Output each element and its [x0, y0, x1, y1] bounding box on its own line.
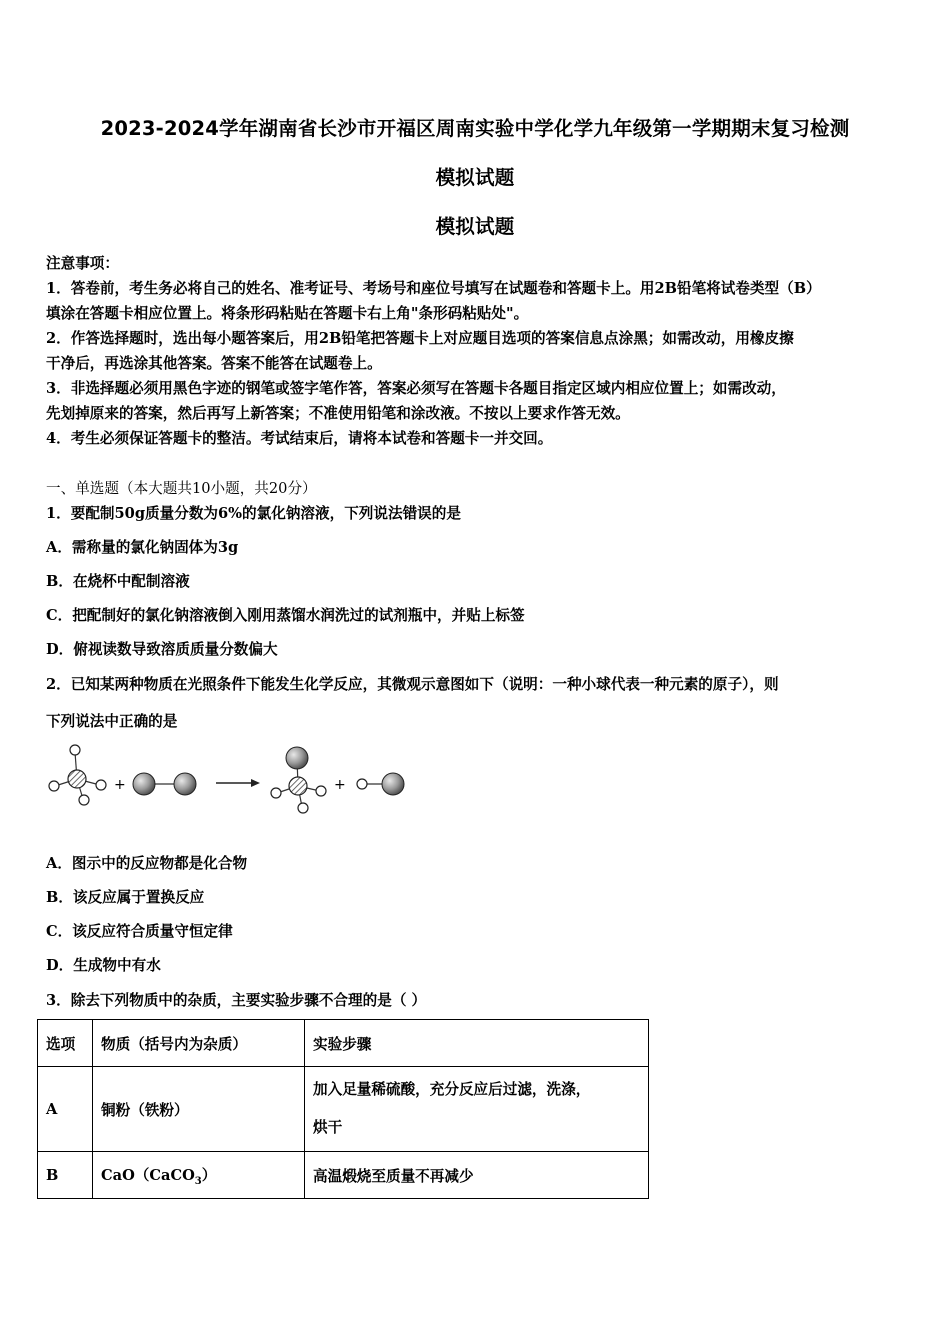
question-3-stem: 3．除去下列物质中的杂质，主要实验步骤不合理的是（ ） [46, 992, 427, 1009]
row-option: A [38, 1067, 93, 1152]
notice-line: 4．考生必须保证答题卡的整洁。考试结束后，请将本试卷和答题卡一并交回。 [46, 430, 553, 447]
notice-heading: 注意事项： [46, 255, 119, 272]
reaction-arrow [216, 779, 260, 787]
plus-sign-1: + [114, 777, 126, 793]
table-row [38, 1067, 649, 1152]
q2-option-d: D．生成物中有水 [46, 957, 161, 974]
substance-formula: CaO（CaCO [101, 1166, 195, 1184]
q1-option-b: B．在烧杯中配制溶液 [46, 573, 190, 590]
q1-option-c: C．把配制好的氯化钠溶液倒入刚用蒸馏水润洗过的试剂瓶中，并贴上标签 [46, 607, 525, 624]
reactant-molecule-1 [49, 745, 106, 805]
exam-subtitle: 模拟试题 [435, 166, 515, 189]
table-header-row [38, 1020, 649, 1067]
product-molecule-2 [357, 773, 404, 795]
question-2-stem-cont: 下列说法中正确的是 [46, 713, 178, 730]
q2-option-c: C．该反应符合质量守恒定律 [46, 923, 233, 940]
row-step-line: 烘干 [313, 1119, 343, 1136]
row-step [305, 1067, 649, 1152]
q2-option-b: B．该反应属于置换反应 [46, 889, 205, 906]
q2-option-a: A．图示中的反应物都是化合物 [46, 855, 248, 872]
q1-option-d: D．俯视读数导致溶质质量分数偏大 [46, 641, 278, 658]
notice-line: 填涂在答题卡相应位置上。将条形码粘贴在答题卡右上角"条形码粘贴处"。 [46, 305, 529, 322]
row-substance [93, 1152, 305, 1199]
notice-line: 3．非选择题必须用黑色字迹的钢笔或签字笔作答，答案必须写在答题卡各题目指定区域内相应位置上；如需改动， [46, 380, 786, 397]
section-heading: 一、单选题（本大题共10小题，共20分） [46, 480, 317, 497]
reactant-molecule-2 [133, 773, 196, 795]
plus-sign-2: + [334, 777, 346, 793]
substance-subscript: 3 [194, 1175, 202, 1187]
row-option: B [38, 1152, 93, 1199]
exam-title: 2023-2024学年湖南省长沙市开福区周南实验中学化学九年级第一学期期末复习检测 [100, 117, 850, 140]
table-header-cell: 物质（括号内为杂质） [93, 1020, 305, 1067]
row-step: 高温煅烧至质量不再减少 [305, 1152, 649, 1199]
q1-option-a: A．需称量的氯化钠固体为3g [46, 539, 239, 556]
notice-line: 先划掉原来的答案，然后再写上新答案；不准使用铅笔和涂改液。不按以上要求作答无效。 [46, 405, 630, 422]
notice-line: 2．作答选择题时，选出每小题答案后，用2B铅笔把答题卡上对应题目选项的答案信息点涂黑；如需改动，用橡皮擦 [46, 330, 794, 347]
product-molecule-1 [271, 747, 326, 813]
reaction-diagram [40, 737, 420, 819]
q3-table [37, 1019, 649, 1199]
substance-close: ） [201, 1166, 217, 1184]
table-row [38, 1152, 649, 1199]
notice-line: 干净后，再选涂其他答案。答案不能答在试题卷上。 [46, 355, 382, 372]
row-step-line: 加入足量稀硫酸，充分反应后过滤，洗涤， [313, 1081, 591, 1098]
notice-line: 1．答卷前，考生务必将自己的姓名、准考证号、考场号和座位号填写在试题卷和答题卡上。用2B铅笔将试卷类型（B） [46, 280, 821, 297]
question-2-stem: 2．已知某两种物质在光照条件下能发生化学反应，其微观示意图如下（说明：一种小球代表一种元素的原子），则 [46, 676, 779, 693]
exam-subtitle-repeat: 模拟试题 [435, 215, 515, 238]
question-1-stem: 1．要配制50g质量分数为6%的氯化钠溶液，下列说法错误的是 [46, 505, 461, 522]
table-header-cell: 实验步骤 [305, 1020, 649, 1067]
row-substance: 铜粉（铁粉） [93, 1067, 305, 1152]
table-header-cell: 选项 [38, 1020, 93, 1067]
